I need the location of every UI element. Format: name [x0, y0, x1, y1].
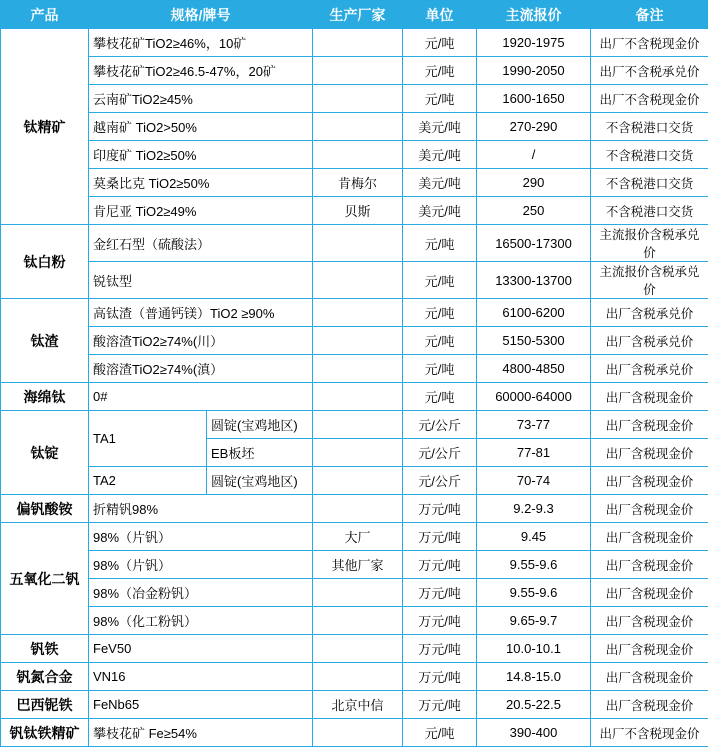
cell-spec: TA2	[89, 467, 207, 495]
cell-spec: 酸溶渣TiO2≥74%(滇）	[89, 355, 313, 383]
cell-spec: TA1	[89, 411, 207, 467]
table-row	[1, 225, 708, 262]
cell-spec-sub: EB板坯	[207, 439, 313, 467]
cell-unit: 万元/吨	[403, 523, 477, 551]
cell-spec: 攀枝花矿TiO2≥46.5-47%，20矿	[89, 57, 313, 85]
table-row	[1, 169, 708, 197]
table-row	[1, 523, 708, 551]
cell-manufacturer: 其他厂家	[313, 551, 403, 579]
cell-manufacturer	[313, 635, 403, 663]
table-row	[1, 113, 708, 141]
cell-price: 290	[477, 169, 591, 197]
cell-price: 73-77	[477, 411, 591, 439]
table-row	[1, 691, 708, 719]
cell-note: 出厂不含税现金价	[591, 29, 708, 57]
cell-unit: 美元/吨	[403, 197, 477, 225]
cell-spec: 印度矿 TiO2≥50%	[89, 141, 313, 169]
cell-spec: FeV50	[89, 635, 313, 663]
header-manufacturer: 生产厂家	[313, 1, 403, 29]
cell-product: 钛精矿	[1, 29, 89, 225]
cell-price: 1990-2050	[477, 57, 591, 85]
header-note: 备注	[591, 1, 708, 29]
cell-note: 出厂含税现金价	[591, 691, 708, 719]
cell-price: 10.0-10.1	[477, 635, 591, 663]
cell-note: 不含税港口交货	[591, 113, 708, 141]
cell-product: 巴西铌铁	[1, 691, 89, 719]
table-row	[1, 85, 708, 113]
cell-manufacturer	[313, 495, 403, 523]
table-row	[1, 29, 708, 57]
cell-spec: 98%（冶金粉钒）	[89, 579, 313, 607]
cell-price: 390-400	[477, 719, 591, 747]
cell-manufacturer	[313, 327, 403, 355]
cell-note: 出厂含税现金价	[591, 439, 708, 467]
cell-note: 出厂不含税现金价	[591, 719, 708, 747]
cell-unit: 万元/吨	[403, 607, 477, 635]
cell-note: 主流报价含税承兑价	[591, 262, 708, 299]
cell-manufacturer	[313, 411, 403, 439]
cell-unit: 元/吨	[403, 29, 477, 57]
cell-unit: 万元/吨	[403, 495, 477, 523]
cell-manufacturer: 肯梅尔	[313, 169, 403, 197]
cell-unit: 元/吨	[403, 355, 477, 383]
table-row	[1, 262, 708, 299]
cell-manufacturer	[313, 439, 403, 467]
cell-unit: 万元/吨	[403, 579, 477, 607]
cell-price: 9.2-9.3	[477, 495, 591, 523]
cell-product: 偏钒酸铵	[1, 495, 89, 523]
cell-note: 出厂含税现金价	[591, 663, 708, 691]
table-row	[1, 141, 708, 169]
cell-spec: 0#	[89, 383, 313, 411]
cell-price: 1920-1975	[477, 29, 591, 57]
cell-manufacturer	[313, 113, 403, 141]
cell-manufacturer	[313, 663, 403, 691]
table-row	[1, 663, 708, 691]
table-row	[1, 299, 708, 327]
cell-note: 出厂含税承兑价	[591, 327, 708, 355]
cell-unit: 美元/吨	[403, 169, 477, 197]
cell-note: 出厂含税现金价	[591, 607, 708, 635]
cell-spec: 98%（化工粉钒）	[89, 607, 313, 635]
cell-spec: 肯尼亚 TiO2≥49%	[89, 197, 313, 225]
header-product: 产品	[1, 1, 89, 29]
cell-spec: 锐钛型	[89, 262, 313, 299]
cell-unit: 万元/吨	[403, 551, 477, 579]
cell-unit: 元/吨	[403, 327, 477, 355]
cell-note: 出厂不含税承兑价	[591, 57, 708, 85]
cell-price: 13300-13700	[477, 262, 591, 299]
table-row	[1, 355, 708, 383]
cell-note: 出厂含税现金价	[591, 551, 708, 579]
cell-price: 9.55-9.6	[477, 579, 591, 607]
cell-product: 海绵钛	[1, 383, 89, 411]
cell-price: 9.65-9.7	[477, 607, 591, 635]
cell-price: 20.5-22.5	[477, 691, 591, 719]
cell-unit: 元/吨	[403, 262, 477, 299]
cell-note: 出厂含税现金价	[591, 635, 708, 663]
cell-manufacturer: 贝斯	[313, 197, 403, 225]
table-row	[1, 197, 708, 225]
cell-product: 钒铁	[1, 635, 89, 663]
cell-unit: 元/吨	[403, 57, 477, 85]
cell-price: /	[477, 141, 591, 169]
cell-note: 出厂含税承兑价	[591, 355, 708, 383]
table-row	[1, 327, 708, 355]
cell-note: 出厂含税现金价	[591, 523, 708, 551]
table-row	[1, 383, 708, 411]
cell-price: 4800-4850	[477, 355, 591, 383]
cell-product: 五氧化二钒	[1, 523, 89, 635]
cell-spec: 云南矿TiO2≥45%	[89, 85, 313, 113]
cell-note: 出厂含税现金价	[591, 411, 708, 439]
cell-price: 250	[477, 197, 591, 225]
cell-manufacturer: 北京中信	[313, 691, 403, 719]
cell-manufacturer	[313, 85, 403, 113]
cell-price: 6100-6200	[477, 299, 591, 327]
cell-price: 60000-64000	[477, 383, 591, 411]
cell-manufacturer: 大厂	[313, 523, 403, 551]
cell-unit: 元/公斤	[403, 411, 477, 439]
cell-spec: 攀枝花矿 Fe≥54%	[89, 719, 313, 747]
cell-unit: 元/吨	[403, 299, 477, 327]
cell-manufacturer	[313, 383, 403, 411]
cell-manufacturer	[313, 719, 403, 747]
cell-manufacturer	[313, 141, 403, 169]
table-row	[1, 57, 708, 85]
cell-price: 5150-5300	[477, 327, 591, 355]
cell-unit: 美元/吨	[403, 141, 477, 169]
table-row	[1, 411, 708, 439]
cell-price: 70-74	[477, 467, 591, 495]
header-row	[1, 1, 708, 29]
cell-product: 钛锭	[1, 411, 89, 495]
cell-spec: 攀枝花矿TiO2≥46%，10矿	[89, 29, 313, 57]
cell-note: 不含税港口交货	[591, 197, 708, 225]
cell-price: 270-290	[477, 113, 591, 141]
cell-product: 钒钛铁精矿	[1, 719, 89, 747]
cell-note: 出厂含税现金价	[591, 467, 708, 495]
cell-price: 14.8-15.0	[477, 663, 591, 691]
cell-spec: 金红石型（硫酸法）	[89, 225, 313, 262]
cell-manufacturer	[313, 262, 403, 299]
cell-manufacturer	[313, 299, 403, 327]
cell-manufacturer	[313, 225, 403, 262]
cell-spec-sub: 圆锭(宝鸡地区)	[207, 467, 313, 495]
table-row	[1, 635, 708, 663]
header-unit: 单位	[403, 1, 477, 29]
cell-spec: VN16	[89, 663, 313, 691]
cell-price: 9.55-9.6	[477, 551, 591, 579]
cell-unit: 万元/吨	[403, 691, 477, 719]
cell-price: 9.45	[477, 523, 591, 551]
cell-manufacturer	[313, 467, 403, 495]
table-row	[1, 607, 708, 635]
cell-spec: 酸溶渣TiO2≥74%(川）	[89, 327, 313, 355]
cell-unit: 万元/吨	[403, 635, 477, 663]
cell-spec: 98%（片钒）	[89, 551, 313, 579]
cell-manufacturer	[313, 57, 403, 85]
cell-price: 1600-1650	[477, 85, 591, 113]
cell-note: 主流报价含税承兑价	[591, 225, 708, 262]
cell-spec: 高钛渣（普通钙镁）TiO2 ≥90%	[89, 299, 313, 327]
cell-spec: 越南矿 TiO2>50%	[89, 113, 313, 141]
table-row	[1, 495, 708, 523]
cell-unit: 元/公斤	[403, 467, 477, 495]
table-body	[1, 29, 708, 747]
table-row	[1, 719, 708, 747]
cell-product: 钒氮合金	[1, 663, 89, 691]
cell-spec: 98%（片钒）	[89, 523, 313, 551]
cell-note: 不含税港口交货	[591, 141, 708, 169]
cell-manufacturer	[313, 355, 403, 383]
table-row	[1, 467, 708, 495]
cell-manufacturer	[313, 579, 403, 607]
header-spec: 规格/牌号	[89, 1, 313, 29]
table-row	[1, 579, 708, 607]
cell-manufacturer	[313, 607, 403, 635]
cell-unit: 元/吨	[403, 85, 477, 113]
cell-note: 出厂含税现金价	[591, 495, 708, 523]
cell-spec: 莫桑比克 TiO2≥50%	[89, 169, 313, 197]
cell-unit: 元/吨	[403, 225, 477, 262]
cell-product: 钛白粉	[1, 225, 89, 299]
cell-unit: 万元/吨	[403, 663, 477, 691]
table-row	[1, 551, 708, 579]
cell-note: 出厂不含税现金价	[591, 85, 708, 113]
cell-note: 不含税港口交货	[591, 169, 708, 197]
cell-unit: 美元/吨	[403, 113, 477, 141]
cell-spec-sub: 圆锭(宝鸡地区)	[207, 411, 313, 439]
cell-note: 出厂含税现金价	[591, 383, 708, 411]
cell-spec: FeNb65	[89, 691, 313, 719]
cell-price: 77-81	[477, 439, 591, 467]
cell-unit: 元/吨	[403, 719, 477, 747]
cell-note: 出厂含税现金价	[591, 579, 708, 607]
table-header	[1, 1, 708, 29]
cell-unit: 元/吨	[403, 383, 477, 411]
cell-price: 16500-17300	[477, 225, 591, 262]
cell-note: 出厂含税承兑价	[591, 299, 708, 327]
cell-unit: 元/公斤	[403, 439, 477, 467]
cell-manufacturer	[313, 29, 403, 57]
header-price: 主流报价	[477, 1, 591, 29]
cell-spec: 折精钒98%	[89, 495, 313, 523]
cell-product: 钛渣	[1, 299, 89, 383]
